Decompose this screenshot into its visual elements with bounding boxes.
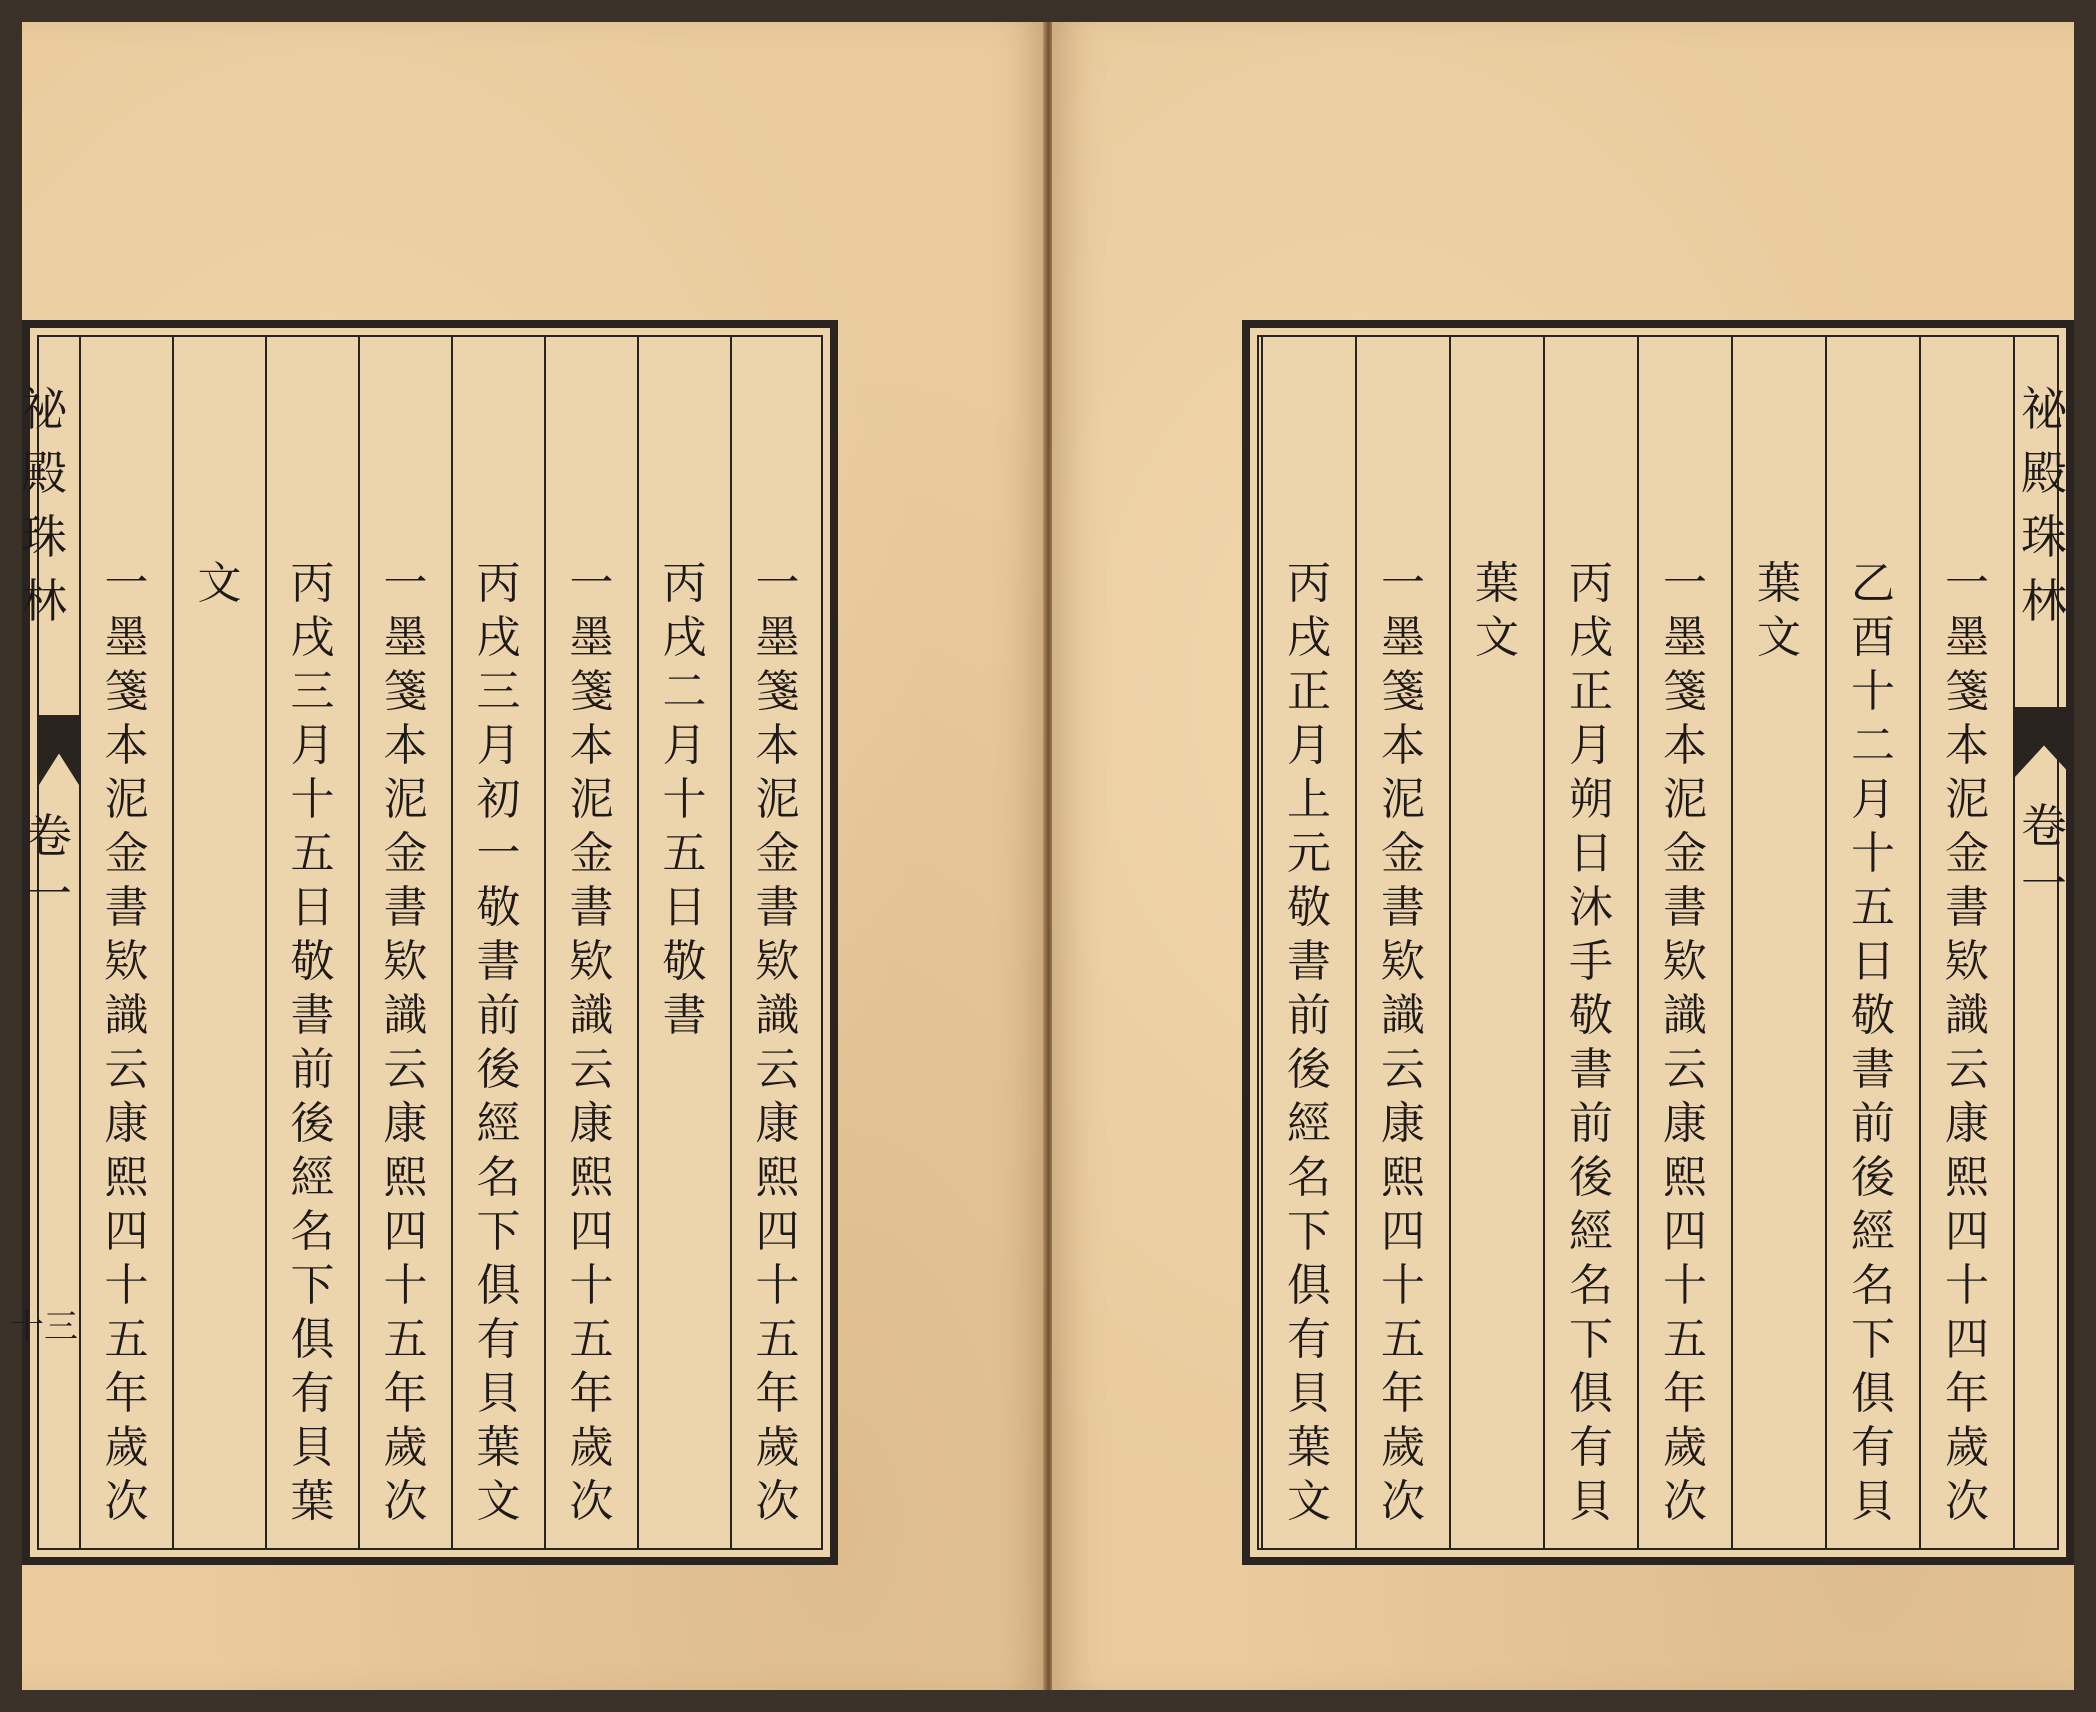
text-column: [172, 337, 265, 1548]
glyph: 年: [755, 1368, 800, 1419]
glyph: 次: [1945, 1476, 1989, 1527]
glyph: 書: [1663, 882, 1707, 933]
glyph: 五: [662, 828, 707, 879]
glyph: 俱: [1287, 1260, 1331, 1311]
glyph: 元: [1287, 828, 1331, 879]
glyph: 年: [1381, 1368, 1425, 1419]
glyph: 五: [755, 1314, 800, 1365]
glyph: 書: [383, 882, 428, 933]
glyph: 日: [1851, 936, 1895, 987]
glyph: 一: [104, 558, 149, 609]
glyph: 朔: [1569, 774, 1613, 825]
text-column: [1543, 337, 1637, 1548]
glyph: 五: [104, 1314, 149, 1365]
right-text-frame: [1242, 320, 2074, 1565]
glyph: 年: [104, 1368, 149, 1419]
glyph: 熙: [1945, 1152, 1989, 1203]
glyph: 前: [290, 1044, 335, 1095]
glyph: 本: [1663, 720, 1707, 771]
glyph: 歲: [104, 1422, 149, 1473]
spine-page-number: 十三: [10, 1307, 78, 1347]
column-text: [1639, 557, 1731, 1529]
glyph: 康: [755, 1098, 800, 1149]
column-text: [174, 557, 265, 611]
glyph: 金: [383, 828, 428, 879]
glyph: 康: [104, 1098, 149, 1149]
glyph: 次: [104, 1476, 149, 1527]
glyph: 正: [1287, 666, 1331, 717]
glyph: 敬: [1287, 882, 1331, 933]
glyph: 識: [104, 990, 149, 1041]
glyph: 識: [755, 990, 800, 1041]
left-spine-column: [10, 337, 79, 1548]
column-text: [1733, 557, 1825, 665]
glyph: 康: [1381, 1098, 1425, 1149]
glyph: 欵: [569, 936, 614, 987]
glyph: 珠: [21, 510, 67, 564]
glyph: 三: [290, 666, 335, 717]
glyph: 泥: [1381, 774, 1425, 825]
glyph: 初: [476, 774, 521, 825]
glyph: 一: [1381, 558, 1425, 609]
glyph: 十: [1945, 1260, 1989, 1311]
glyph: 祕: [2021, 382, 2067, 436]
glyph: 四: [569, 1206, 614, 1257]
glyph: 前: [1569, 1098, 1613, 1149]
glyph: 金: [1381, 828, 1425, 879]
glyph: 後: [476, 1044, 521, 1095]
glyph: 云: [104, 1044, 149, 1095]
glyph: 卷: [2021, 799, 2067, 853]
glyph: 丙: [1569, 558, 1613, 609]
glyph: 四: [755, 1206, 800, 1257]
glyph: 經: [476, 1098, 521, 1149]
text-column: [1355, 337, 1449, 1548]
glyph: 名: [1287, 1152, 1331, 1203]
text-column: [544, 337, 637, 1548]
glyph: 有: [290, 1368, 335, 1419]
glyph: 敬: [662, 936, 707, 987]
glyph: 十: [383, 1260, 428, 1311]
glyph: 書: [476, 936, 521, 987]
glyph: 本: [1945, 720, 1989, 771]
glyph: 金: [104, 828, 149, 879]
glyph: 十: [1663, 1260, 1707, 1311]
glyph: 十: [290, 774, 335, 825]
glyph: 文: [1757, 612, 1801, 663]
glyph: 丙: [290, 558, 335, 609]
glyph: 歲: [1663, 1422, 1707, 1473]
glyph: 欵: [1381, 936, 1425, 987]
glyph: 欵: [755, 936, 800, 987]
spine-title: [2015, 377, 2073, 633]
text-column: [265, 337, 358, 1548]
glyph: 康: [1945, 1098, 1989, 1149]
glyph: 經: [290, 1152, 335, 1203]
glyph: 戌: [1569, 612, 1613, 663]
glyph: 次: [1381, 1476, 1425, 1527]
glyph: 金: [755, 828, 800, 879]
glyph: 泥: [383, 774, 428, 825]
column-text: [546, 557, 637, 1529]
glyph: 一: [2021, 857, 2067, 911]
glyph: 一: [755, 558, 800, 609]
glyph: 書: [104, 882, 149, 933]
glyph: 熙: [569, 1152, 614, 1203]
glyph: 有: [1851, 1422, 1895, 1473]
glyph: 泥: [1663, 774, 1707, 825]
glyph: 康: [383, 1098, 428, 1149]
glyph: 云: [755, 1044, 800, 1095]
glyph: 箋: [569, 666, 614, 717]
glyph: 酉: [1851, 612, 1895, 663]
glyph: 戌: [662, 612, 707, 663]
glyph: 葉: [1287, 1422, 1331, 1473]
glyph: 箋: [1381, 666, 1425, 717]
glyph: 泥: [104, 774, 149, 825]
glyph: 十: [1381, 1260, 1425, 1311]
glyph: 年: [569, 1368, 614, 1419]
glyph: 歲: [1945, 1422, 1989, 1473]
glyph: 殿: [2021, 446, 2067, 500]
glyph: 一: [1663, 558, 1707, 609]
column-text: [639, 557, 730, 1043]
glyph: 四: [1945, 1206, 1989, 1257]
glyph: 云: [569, 1044, 614, 1095]
glyph: 箋: [1945, 666, 1989, 717]
glyph: 墨: [383, 612, 428, 663]
glyph: 丙: [1287, 558, 1331, 609]
glyph: 熙: [1663, 1152, 1707, 1203]
glyph: 月: [290, 720, 335, 771]
glyph: 四: [1663, 1206, 1707, 1257]
glyph: 敬: [1851, 990, 1895, 1041]
glyph: 二: [662, 666, 707, 717]
glyph: 十: [1851, 666, 1895, 717]
glyph: 經: [1569, 1206, 1613, 1257]
glyph: 林: [2021, 574, 2067, 628]
glyph: 云: [1381, 1044, 1425, 1095]
glyph: 後: [1569, 1152, 1613, 1203]
glyph: 葉: [1475, 558, 1519, 609]
spine-volume: [19, 807, 79, 923]
glyph: 墨: [1663, 612, 1707, 663]
glyph: 林: [21, 574, 67, 628]
glyph: 康: [569, 1098, 614, 1149]
column-text: [1451, 557, 1543, 665]
text-column: [730, 337, 823, 1548]
glyph: 康: [1663, 1098, 1707, 1149]
glyph: 三: [476, 666, 521, 717]
glyph: 有: [1287, 1314, 1331, 1365]
glyph: 十: [104, 1260, 149, 1311]
glyph: 丙: [476, 558, 521, 609]
glyph: 日: [1569, 828, 1613, 879]
glyph: 戌: [476, 612, 521, 663]
spine-title: [9, 377, 79, 633]
glyph: 日: [290, 882, 335, 933]
glyph: 熙: [104, 1152, 149, 1203]
glyph: 書: [1945, 882, 1989, 933]
glyph: 書: [1381, 882, 1425, 933]
glyph: 欵: [1663, 936, 1707, 987]
glyph: 次: [755, 1476, 800, 1527]
glyph: 歲: [569, 1422, 614, 1473]
glyph: 一: [383, 558, 428, 609]
glyph: 月: [1287, 720, 1331, 771]
glyph: 日: [662, 882, 707, 933]
glyph: 熙: [383, 1152, 428, 1203]
glyph: 戌: [290, 612, 335, 663]
glyph: 前: [476, 990, 521, 1041]
glyph: 書: [569, 882, 614, 933]
text-column: [637, 337, 730, 1548]
glyph: 書: [290, 990, 335, 1041]
glyph: 月: [1851, 774, 1895, 825]
glyph: 箋: [1663, 666, 1707, 717]
column-text: [267, 557, 358, 1529]
glyph: 名: [1569, 1260, 1613, 1311]
glyph: 敬: [1569, 990, 1613, 1041]
glyph: 文: [1475, 612, 1519, 663]
glyph: 下: [476, 1206, 521, 1257]
glyph: 墨: [104, 612, 149, 663]
glyph: 書: [755, 882, 800, 933]
glyph: 墨: [1381, 612, 1425, 663]
glyph: 欵: [104, 936, 149, 987]
glyph: 後: [1287, 1044, 1331, 1095]
glyph: 歲: [1381, 1422, 1425, 1473]
glyph: 後: [1851, 1152, 1895, 1203]
glyph: 年: [1945, 1368, 1989, 1419]
glyph: 十: [1851, 828, 1895, 879]
text-column: [1825, 337, 1919, 1548]
glyph: 欵: [383, 936, 428, 987]
fishtail-mark: [39, 715, 79, 785]
glyph: 下: [1287, 1206, 1331, 1257]
glyph: 年: [1663, 1368, 1707, 1419]
glyph: 五: [1381, 1314, 1425, 1365]
glyph: 下: [290, 1260, 335, 1311]
glyph: 熙: [755, 1152, 800, 1203]
glyph: 五: [1851, 882, 1895, 933]
glyph: 沐: [1569, 882, 1613, 933]
column-text: [1827, 557, 1919, 1529]
text-column: [1261, 337, 1355, 1548]
glyph: 貝: [1851, 1476, 1895, 1527]
text-column: [1731, 337, 1825, 1548]
text-column: [1637, 337, 1731, 1548]
glyph: 貝: [476, 1368, 521, 1419]
glyph: 俱: [290, 1314, 335, 1365]
glyph: 書: [1851, 1044, 1895, 1095]
glyph: 五: [383, 1314, 428, 1365]
glyph: 書: [1569, 1044, 1613, 1095]
glyph: 有: [1569, 1422, 1613, 1473]
glyph: 前: [1851, 1098, 1895, 1149]
glyph: 祕: [21, 382, 67, 436]
glyph: 名: [290, 1206, 335, 1257]
glyph: 金: [1945, 828, 1989, 879]
right-spine-column: [2013, 337, 2073, 1548]
glyph: 五: [1663, 1314, 1707, 1365]
glyph: 一: [569, 558, 614, 609]
glyph: 下: [1851, 1314, 1895, 1365]
glyph: 四: [1945, 1314, 1989, 1365]
glyph: 丙: [662, 558, 707, 609]
glyph: 書: [662, 990, 707, 1041]
column-text: [360, 557, 451, 1529]
glyph: 金: [1663, 828, 1707, 879]
glyph: 次: [1663, 1476, 1707, 1527]
glyph: 箋: [104, 666, 149, 717]
glyph: 熙: [1381, 1152, 1425, 1203]
left-inner-border: [10, 335, 823, 1550]
glyph: 戌: [1287, 612, 1331, 663]
glyph: 十: [662, 774, 707, 825]
glyph: 敬: [290, 936, 335, 987]
glyph: 本: [104, 720, 149, 771]
glyph: 十: [569, 1260, 614, 1311]
glyph: 月: [662, 720, 707, 771]
glyph: 十: [755, 1260, 800, 1311]
glyph: 月: [1569, 720, 1613, 771]
glyph: 經: [1287, 1098, 1331, 1149]
glyph: 月: [476, 720, 521, 771]
glyph: 俱: [1569, 1368, 1613, 1419]
glyph: 識: [1381, 990, 1425, 1041]
column-text: [732, 557, 823, 1529]
column-text: [1263, 557, 1355, 1529]
column-text: [81, 557, 172, 1529]
glyph: 本: [1381, 720, 1425, 771]
glyph: 後: [290, 1098, 335, 1149]
glyph: 泥: [1945, 774, 1989, 825]
glyph: 歲: [755, 1422, 800, 1473]
glyph: 上: [1287, 774, 1331, 825]
text-column: [358, 337, 451, 1548]
glyph: 正: [1569, 666, 1613, 717]
glyph: 文: [476, 1476, 521, 1527]
glyph: 箋: [383, 666, 428, 717]
glyph: 云: [383, 1044, 428, 1095]
glyph: 識: [1945, 990, 1989, 1041]
glyph: 貝: [290, 1422, 335, 1473]
glyph: 珠: [2021, 510, 2067, 564]
glyph: 敬: [476, 882, 521, 933]
glyph: 二: [1851, 720, 1895, 771]
right-page: [1052, 22, 2074, 1690]
glyph: 四: [1381, 1206, 1425, 1257]
glyph: 葉: [290, 1476, 335, 1527]
glyph: 本: [569, 720, 614, 771]
glyph: 一: [476, 828, 521, 879]
glyph: 文: [197, 558, 242, 609]
glyph: 泥: [569, 774, 614, 825]
glyph: 墨: [569, 612, 614, 663]
glyph: 識: [383, 990, 428, 1041]
glyph: 葉: [476, 1422, 521, 1473]
glyph: 貝: [1287, 1368, 1331, 1419]
column-text: [1921, 557, 2013, 1529]
column-text: [1545, 557, 1637, 1529]
glyph: 手: [1569, 936, 1613, 987]
glyph: 有: [476, 1314, 521, 1365]
glyph: 泥: [755, 774, 800, 825]
glyph: 葉: [1757, 558, 1801, 609]
glyph: 墨: [1945, 612, 1989, 663]
glyph: 金: [569, 828, 614, 879]
glyph: 文: [1287, 1476, 1331, 1527]
left-page: [10, 22, 1045, 1690]
glyph: 前: [1287, 990, 1331, 1041]
fishtail-mark: [2015, 707, 2073, 777]
glyph: 名: [476, 1152, 521, 1203]
glyph: 識: [1663, 990, 1707, 1041]
glyph: 一: [26, 867, 72, 921]
glyph: 云: [1663, 1044, 1707, 1095]
spine-volume: [2015, 797, 2073, 913]
glyph: 俱: [1851, 1368, 1895, 1419]
glyph: 年: [383, 1368, 428, 1419]
glyph: 四: [383, 1206, 428, 1257]
glyph: 云: [1945, 1044, 1989, 1095]
glyph: 次: [383, 1476, 428, 1527]
glyph: 墨: [755, 612, 800, 663]
glyph: 經: [1851, 1206, 1895, 1257]
left-text-frame: [10, 320, 838, 1565]
text-column: [1449, 337, 1543, 1548]
glyph: 乙: [1851, 558, 1895, 609]
glyph: 識: [569, 990, 614, 1041]
right-inner-border: [1257, 335, 2067, 1550]
glyph: 殿: [21, 446, 67, 500]
glyph: 書: [1287, 936, 1331, 987]
glyph: 本: [383, 720, 428, 771]
column-text: [1357, 557, 1449, 1529]
glyph: 下: [1569, 1314, 1613, 1365]
glyph: 貝: [1569, 1476, 1613, 1527]
glyph: 名: [1851, 1260, 1895, 1311]
glyph: 四: [104, 1206, 149, 1257]
text-column: [451, 337, 544, 1548]
glyph: 欵: [1945, 936, 1989, 987]
column-text: [453, 557, 544, 1529]
glyph: 俱: [476, 1260, 521, 1311]
glyph: 次: [569, 1476, 614, 1527]
glyph: 五: [569, 1314, 614, 1365]
glyph: 卷: [26, 809, 72, 863]
glyph: 箋: [755, 666, 800, 717]
text-column: [1919, 337, 2013, 1548]
glyph: 五: [290, 828, 335, 879]
glyph: 歲: [383, 1422, 428, 1473]
text-column: [79, 337, 172, 1548]
glyph: 一: [1945, 558, 1989, 609]
glyph: 本: [755, 720, 800, 771]
